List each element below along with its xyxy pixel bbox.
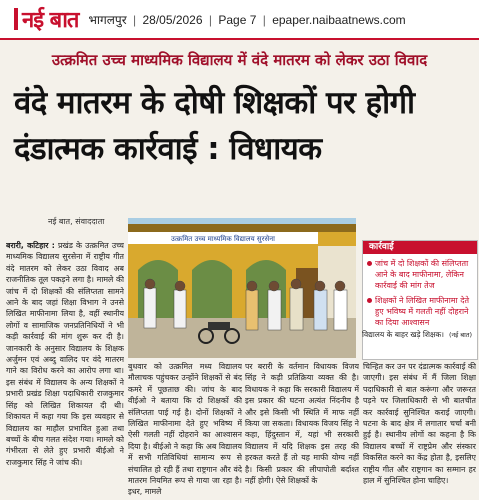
masthead-date: 28/05/2026 <box>142 12 203 27</box>
article-column-3: पर बरारी के वर्तमान विधायक विजय सिंह ने कड़ी प्रतिक्रिया व्यक्त की है। विधायक ने कहा कि सरकारी विद्यालय में इस प्रकार की घटना अत्यंत निंदनीय है और इसे किसी भी स्थिति में माफ नहीं किया जा सकता। विधायक विजय सिंह ने कहा, हिंदुस्तान में, यहां भी सरकारी विद्यालय में यदि शिक्षक इस तरह की हरकत करते हैं तो यह माफी योग्य नहीं है। किसी प्रकार की लीपापोती बर्दाश्त नहीं होगी। ऐसे शिक्षकों के <box>245 362 359 486</box>
sidebar-box <box>362 240 478 360</box>
article-headline: वंदे मातरम के दोषी शिक्षकों पर होगी दंडात्मक कार्रवाई : विधायक <box>14 85 415 167</box>
article-photo <box>128 218 356 358</box>
article-column-4: चिन्हित कर उन पर दंडात्मक कार्रवाई की जाएगी। इस संबंध में मैं जिला शिक्षा पदाधिकारी से बात करूंगा और जरूरत पड़ने पर जिलाधिकारी से भी बातचीत कर कार्रवाई सुनिश्चित कराई जाएगी। घटना के बाद क्षेत्र में लगातार चर्चा बनी हुई है। स्थानीय लोगों का कहना है कि विद्यालय बच्चों में राष्ट्रप्रेम और संस्कार विकसित करने का केंद्र होता है, इसलिए राष्ट्रीय गीत और राष्ट्रगान का सम्मान हर हाल में सुनिश्चित होना चाहिए। <box>363 362 476 486</box>
sidebar-title: कार्रवाई <box>363 241 477 254</box>
article-column-2: बुधवार को उत्क्रमित मध्य विद्यालय मौलाचक पहुंचकर उन्होंने शिक्षकों से बंद कमरे में पूछताछ की। जांच के बाद वीईओ ने बताया कि दो शिक्षकों की संलिप्तता पाई गई है। दोनों शिक्षकों ने लिखित माफीनामा देते हुए भविष्य में ऐसी गलती नहीं दोहराने का आश्वासन दिया है। बीईओ ने कहा कि अब विद्यालय में सभी गतिविधियां सामान्य रूप से संचालित हो रही हैं तथा राष्ट्रगान और वंदे मातरम नियमित रूप से गाया जा रहा है। इधर, मामले <box>128 362 242 497</box>
photo-caption <box>362 330 476 340</box>
article-byline: नई बात, संवाददाता <box>48 217 105 226</box>
logo-bar-icon <box>14 8 18 30</box>
masthead-city: भागलपुर <box>88 12 127 27</box>
sidebar-points <box>363 258 477 328</box>
masthead-site-link[interactable]: epaper.naibaatnews.com <box>272 12 406 27</box>
masthead-info: भागलपुर | 28/05/2026 | Page 7 | epaper.naibaatnews.com <box>88 12 406 27</box>
masthead <box>0 0 479 40</box>
article-kicker: उत्क्रमित उच्च माध्यमिक विद्यालय में वंदे मातरम को लेकर उठा विवाद <box>51 51 428 69</box>
newspaper-logo: नई बात <box>10 4 78 34</box>
sidebar-point: जांच में दो शिक्षकों की संलिप्तता आने के बाद माफीनामा, लेकिन कार्रवाई की मांग तेज <box>375 258 473 291</box>
photo-credit: (नई बात) <box>448 331 472 339</box>
article-column-1 <box>6 240 124 498</box>
masthead-page: Page 7 <box>218 12 257 27</box>
sidebar-point: शिक्षकों ने लिखित माफीनामा देते हुए भविष्य में गलती नहीं दोहराने का दिया आश्वासन <box>375 295 473 328</box>
school-photo-illustration <box>128 218 356 358</box>
article-column-1-text: प्रखंड के उत्क्रमित उच्च माध्यमिक विद्यालय सुरसेना में राष्ट्रीय गीत वंदे मातरम को लेकर उठा विवाद अब राजनीतिक तूल पकड़ने लगा है। मामले की जांच में दो शिक्षकों की संलिप्तता सामने आने के बाद जहां शिक्षा विभाग ने उनसे लिखित माफीनामा लिया है, वहीं स्थानीय लोगों व सामाजिक जनप्रतिनिधियों ने भी कड़ी कार्रवाई की मांग शुरू कर दी है। जानकारी के अनुसार विद्यालय के शिक्षक अर्जुमन एवं अब्दु वालिद पर वंदे मातरम गाने का विरोध करने का आरोप लगा था। इस संबंध में विद्यालय के अन्य शिक्षकों ने प्रभारी प्रखंड शिक्षा पदाधिकारी राजकुमार सिंह को लिखित शिकायत दी थी। शिकायत में कहा गया कि इस व्यवहार से विद्यालय का माहौल प्रभावित हुआ तथा बच्चों के बीच गलत संदेश गया। मामले को गंभीरता से लेते हुए प्रभारी बीईओ ने राजकुमार सिंह ने जांच की। <box>6 241 124 467</box>
photo-caption-text: विद्यालय के बाहर खड़े शिक्षक। <box>362 330 444 339</box>
school-sign-text: उत्क्रमित उच्च माध्यमिक विद्यालय सुरसेना <box>171 235 275 243</box>
article-dateline: बरारी, कटिहार : <box>6 241 55 250</box>
